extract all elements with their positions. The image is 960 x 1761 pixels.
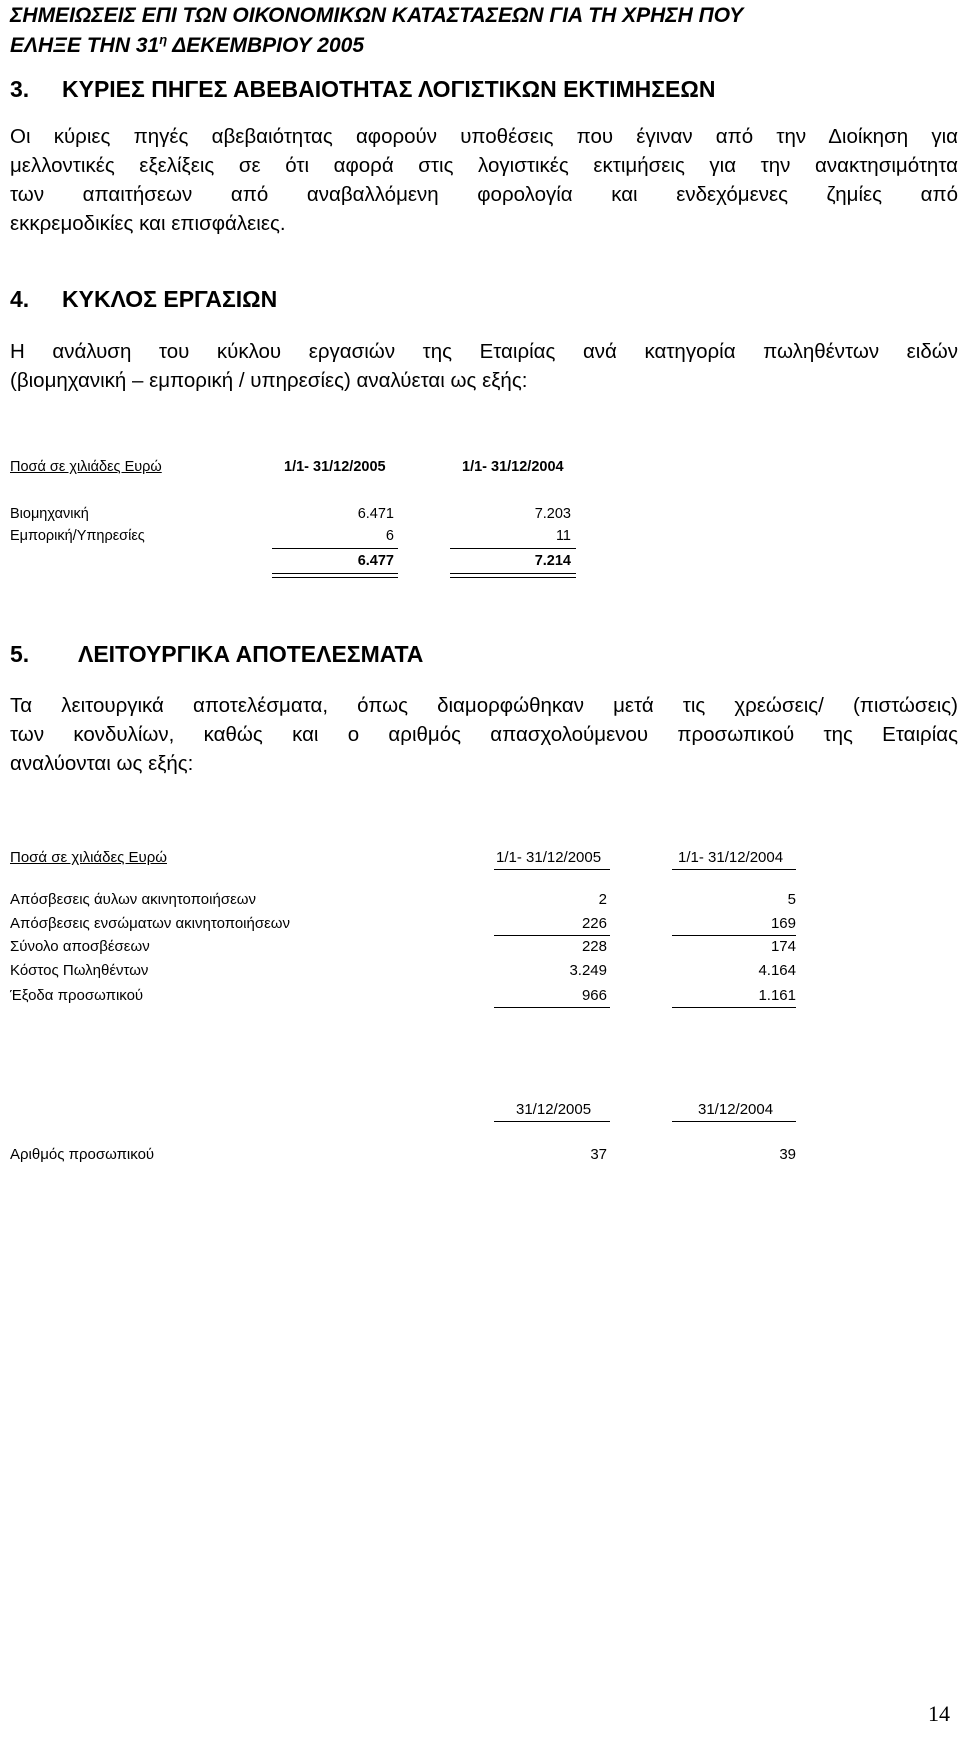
paragraph-line: (βιομηχανική – εμπορική / υπηρεσίες) αναλύεται ως εξής: bbox=[10, 369, 528, 392]
column-header-rule bbox=[672, 869, 796, 870]
row-label: Απόσβεσεις ενσώματων ακινητοποιήσεων bbox=[10, 915, 291, 932]
paragraph-line: Η ανάλυση του κύκλου εργασιών της Εταιρίας ανά κατηγορία πωληθέντων ειδών bbox=[10, 340, 958, 363]
header-line2-prefix: ΕΛΗΞΕ ΤΗΝ 31 bbox=[10, 34, 160, 57]
row-value-2004: 4.164 bbox=[758, 962, 796, 979]
subtotal-rule bbox=[672, 935, 796, 936]
row-label: Απόσβεσεις άυλων ακινητοποιήσεων bbox=[10, 891, 256, 908]
table-bottom-rule bbox=[494, 1007, 610, 1008]
section-4-paragraph bbox=[10, 337, 958, 395]
header-superscript: η bbox=[159, 32, 168, 47]
column-header-2005: 1/1- 31/12/2005 bbox=[496, 849, 602, 866]
column-header-rule bbox=[494, 869, 610, 870]
table-unit-label: Ποσά σε χιλιάδες Ευρώ bbox=[10, 849, 167, 866]
staff-column-header-2004: 31/12/2004 bbox=[698, 1101, 774, 1118]
section-4-title: ΚΥΚΛΟΣ ΕΡΓΑΣΙΩΝ bbox=[62, 286, 278, 312]
row-label: Σύνολο αποσβέσεων bbox=[10, 938, 150, 955]
staff-column-header-2005: 31/12/2005 bbox=[516, 1101, 592, 1118]
paragraph-line: των κονδυλίων, καθώς και ο αριθμός απασχολούμενου προσωπικού της Εταιρίας bbox=[10, 723, 958, 746]
row-value-2005: 226 bbox=[581, 915, 607, 932]
paragraph-line: Οι κύριες πηγές αβεβαιότητας αφορούν υποθέσεις που έγιναν από την Διοίκηση για bbox=[10, 125, 958, 148]
staff-header-rule bbox=[494, 1121, 610, 1122]
section-3-title: ΚΥΡΙΕΣ ΠΗΓΕΣ ΑΒΕΒΑΙΟΤΗΤΑΣ ΛΟΓΙΣΤΙΚΩΝ ΕΚΤΙΜΗΣΕΩΝ bbox=[62, 76, 716, 102]
document-header-line2 bbox=[10, 32, 364, 58]
paragraph-line: των απαιτήσεων από αναβαλλόμενη φορολογία και ενδεχόμενες ζημίες από bbox=[10, 183, 958, 206]
row-label: Κόστος Πωληθέντων bbox=[10, 962, 149, 979]
row-label: Εμπορική/Υπηρεσίες bbox=[10, 528, 145, 544]
document-header-line1: ΣΗΜΕΙΩΣΕΙΣ ΕΠΙ ΤΩΝ ΟΙΚΟΝΟΜΙΚΩΝ ΚΑΤΑΣΤΑΣΕΩΝ ΓΙΑ ΤΗ ΧΡΗΣΗ ΠΟΥ bbox=[10, 4, 744, 27]
row-value-2004: 169 bbox=[770, 915, 796, 932]
total-double-rule bbox=[450, 573, 576, 574]
row-value-2004: 11 bbox=[555, 528, 571, 544]
row-value-2005: 966 bbox=[581, 987, 607, 1004]
column-header-2004: 1/1- 31/12/2004 bbox=[678, 849, 784, 866]
row-value-2005: 3.249 bbox=[569, 962, 607, 979]
row-value-2004: 7.203 bbox=[534, 506, 571, 522]
page-number: 14 bbox=[928, 1701, 950, 1726]
section-3-number: 3. bbox=[10, 76, 30, 102]
header-line2-suffix: ΔΕΚΕΜΒΡΙΟΥ 2005 bbox=[167, 34, 365, 57]
column-header-2005: 1/1- 31/12/2005 bbox=[284, 459, 386, 475]
staff-value-2005: 37 bbox=[590, 1146, 607, 1163]
section-4-number: 4. bbox=[10, 286, 30, 312]
row-value-2005: 2 bbox=[598, 891, 607, 908]
staff-header-rule bbox=[672, 1121, 796, 1122]
paragraph-line: εκκρεμοδικίες και επισφάλειες. bbox=[10, 212, 286, 235]
row-value-2005: 6 bbox=[385, 528, 394, 544]
total-double-rule bbox=[450, 577, 576, 578]
subtotal-rule bbox=[450, 548, 576, 549]
staff-value-2004: 39 bbox=[779, 1146, 796, 1163]
staff-row-label: Αριθμός προσωπικού bbox=[10, 1146, 155, 1163]
total-value-2005: 6.477 bbox=[357, 553, 394, 569]
table-bottom-rule bbox=[672, 1007, 796, 1008]
row-value-2004: 174 bbox=[770, 938, 796, 955]
section-5-number: 5. bbox=[10, 641, 30, 667]
paragraph-line: μελλοντικές εξελίξεις σε ότι αφορά στις λογιστικές εκτιμήσεις για την ανακτησιμότητα bbox=[10, 154, 958, 177]
column-header-2004: 1/1- 31/12/2004 bbox=[462, 459, 564, 475]
subtotal-rule bbox=[272, 548, 398, 549]
row-label: Βιομηχανική bbox=[10, 506, 89, 522]
table-unit-label: Ποσά σε χιλιάδες Ευρώ bbox=[10, 459, 162, 475]
row-value-2004: 5 bbox=[787, 891, 796, 908]
total-double-rule bbox=[272, 577, 398, 578]
paragraph-line: Τα λειτουργικά αποτελέσματα, όπως διαμορφώθηκαν μετά τις χρεώσεις/ (πιστώσεις) bbox=[10, 694, 958, 717]
subtotal-rule bbox=[494, 935, 610, 936]
row-value-2004: 1.161 bbox=[758, 987, 796, 1004]
row-value-2005: 228 bbox=[581, 938, 607, 955]
section-3-paragraph bbox=[10, 122, 958, 238]
paragraph-line: αναλύονται ως εξής: bbox=[10, 752, 194, 775]
total-double-rule bbox=[272, 573, 398, 574]
total-value-2004: 7.214 bbox=[534, 553, 571, 569]
section-5-paragraph bbox=[10, 691, 958, 778]
row-label: Έξοδα προσωπικού bbox=[10, 987, 144, 1004]
row-value-2005: 6.471 bbox=[357, 506, 394, 522]
section-5-title: ΛΕΙΤΟΥΡΓΙΚΑ ΑΠΟΤΕΛΕΣΜΑΤΑ bbox=[78, 641, 424, 667]
